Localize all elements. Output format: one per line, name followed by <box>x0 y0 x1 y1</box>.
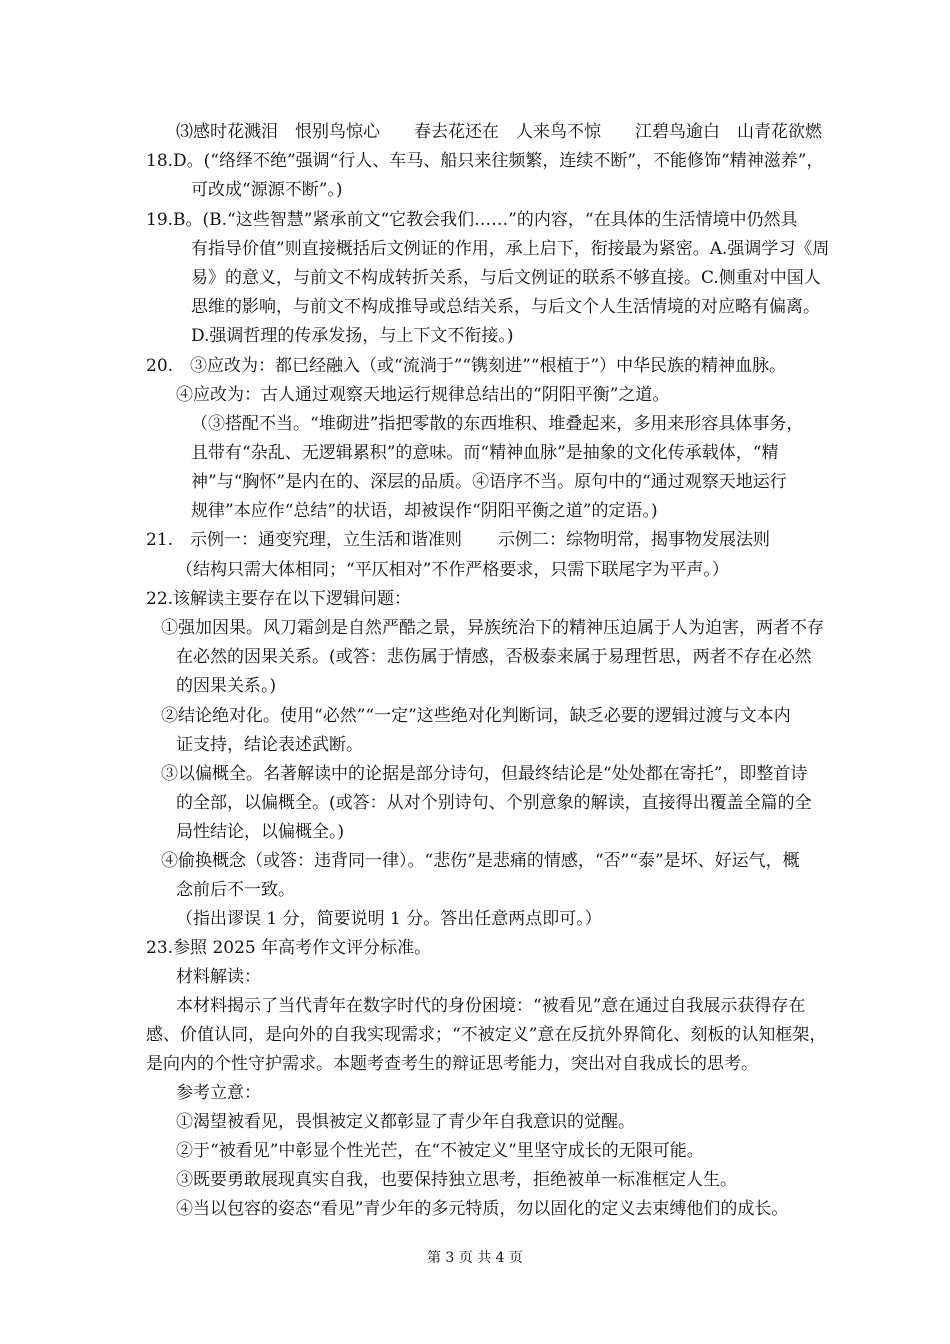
answer-17-3-line: ⑶感时花溅泪 恨别鸟惊心 春去花还在 人来鸟不惊 江碧鸟逾白 山青花欲燃 <box>176 122 822 142</box>
answer-22-point-2-line-1: ②结论绝对化。使用“必然”“一定”这些绝对化判断词，缺乏必要的逻辑过渡与文本内 <box>161 706 791 726</box>
answer-22-point-4-line-1: ④偷换概念（或答：违背同一律）。“悲伤”是悲痛的情感，“否”“泰”是坏、好运气，概 <box>161 851 800 871</box>
answer-22-point-4-line-2: 念前后不一致。 <box>176 880 295 900</box>
answer-20-line-2: ④应改为：古人通过观察天地运行规律总结出的“阴阳平衡”之道。 <box>176 385 670 405</box>
answer-21-note: （结构只需大体相同；“平仄相对”不作严格要求，只需下联尾字为平声。） <box>176 560 729 580</box>
answer-22-point-2-line-2: 证支持，结论表述武断。 <box>176 735 363 755</box>
answer-22-note: （指出谬误 1 分，简要说明 1 分。答出任意两点即可。） <box>176 909 602 929</box>
answer-22-point-1-line-3: 的因果关系。) <box>176 676 277 696</box>
answer-19-line-4: 思维的影响，与前文不构成推导或总结关系，与后文个人生活情境的对应略有偏离。 <box>191 297 820 317</box>
answer-20-note-line-4: 规律”本应作“总结”的状语，却被误作“阴阳平衡之道”的定语。) <box>191 501 658 521</box>
material-interpretation-line-3: 是向内的个性守护需求。本题考查考生的辩证思考能力，突出对自我成长的思考。 <box>146 1054 758 1074</box>
answer-20-note-line-3: 神”与“胸怀”是内在的、深层的品质。④语序不当。原句中的“通过观察天地运行 <box>191 472 787 492</box>
answer-22-point-3-line-3: 局性结论，以偏概全。) <box>176 822 345 842</box>
answer-22-point-1-line-2: 在必然的因果关系。(或答：悲伤属于情感，否极泰来属于易理哲思，两者不存在必然 <box>176 647 812 667</box>
answer-20-line-1: 20. ③应改为：都已经融入（或“流淌于”“镌刻进”“根植于”）中华民族的精神血脉。 <box>146 356 787 376</box>
answer-22-heading: 22.该解读主要存在以下逻辑问题： <box>146 589 412 609</box>
answer-23-heading: 23.参照 2025 年高考作文评分标准。 <box>146 938 432 958</box>
answer-22-point-1-line-1: ①强加因果。风刀霜剑是自然严酷之景，异族统治下的精神压迫属于人为迫害，两者不存 <box>161 618 824 638</box>
material-interpretation-label: 材料解读： <box>176 967 261 987</box>
answer-21-example-1: 21. 示例一：通变究理，立生活和谐准则 <box>146 530 463 550</box>
answer-19-line-1: 19.B。(B.“这些智慧”紧承前文“它教会我们……”的内容，“在具体的生活情境中仍然具 <box>146 210 798 230</box>
answer-18-line-2: 可改成“源源不断”。) <box>191 180 343 200</box>
reference-theme-1: ①渴望被看见，畏惧被定义都彰显了青少年自我意识的觉醒。 <box>176 1112 635 1132</box>
material-interpretation-line-1: 本材料揭示了当代青年在数字时代的身份困境：“被看见”意在通过自我展示获得存在 <box>176 996 806 1016</box>
page-footer: 第 3 页 共 4 页 <box>426 1250 524 1266</box>
answer-20-note-line-1: （③搭配不当。“堆砌进”指把零散的东西堆积、堆叠起来，多用来形容具体事务， <box>191 414 804 434</box>
answer-22-point-3-line-2: 的全部，以偏概全。(或答：从对个别诗句、个别意象的解读，直接得出覆盖全篇的全 <box>176 793 812 813</box>
reference-theme-2: ②于“被看见”中彰显个性光芒，在“不被定义”里坚守成长的无限可能。 <box>176 1141 704 1161</box>
material-interpretation-line-2: 感、价值认同，是向外的自我实现需求；“不被定义”意在反抗外界简化、刻板的认知框架， <box>146 1025 827 1045</box>
answer-19-line-2: 有指导价值”则直接概括后文例证的作用，承上启下，衔接最为紧密。A.强调学习《周 <box>191 239 830 259</box>
answer-19-line-3: 易》的意义，与前文不构成转折关系，与后文例证的联系不够直接。C.侧重对中国人 <box>191 268 821 288</box>
reference-theme-4: ④当以包容的姿态“看见”青少年的多元特质，勿以固化的定义去束缚他们的成长。 <box>176 1199 789 1219</box>
answer-18-line-1: 18.D。(“络绎不绝”强调“行人、车马、船只来往频繁，连续不断”，不能修饰“精神滋养”， <box>146 151 824 171</box>
reference-theme-3: ③既要勇敢展现真实自我，也要保持独立思考，拒绝被单一标准框定人生。 <box>176 1170 737 1190</box>
answer-21-line-1 <box>146 529 770 551</box>
answer-21-example-2: 示例二：综物明常，揭事物发展法则 <box>498 530 771 550</box>
answer-22-point-3-line-1: ③以偏概全。名著解读中的论据是部分诗句，但最终结论是“处处都在寄托”，即整首诗 <box>161 764 808 784</box>
answer-19-line-5: D.强调哲理的传承发扬，与上下文不衔接。) <box>191 326 514 346</box>
answer-20-note-line-2: 且带有“杂乱、无逻辑累积”的意味。而“精神血脉”是抽象的文化传承载体，“精 <box>191 443 779 463</box>
reference-theme-label: 参考立意： <box>176 1083 261 1103</box>
